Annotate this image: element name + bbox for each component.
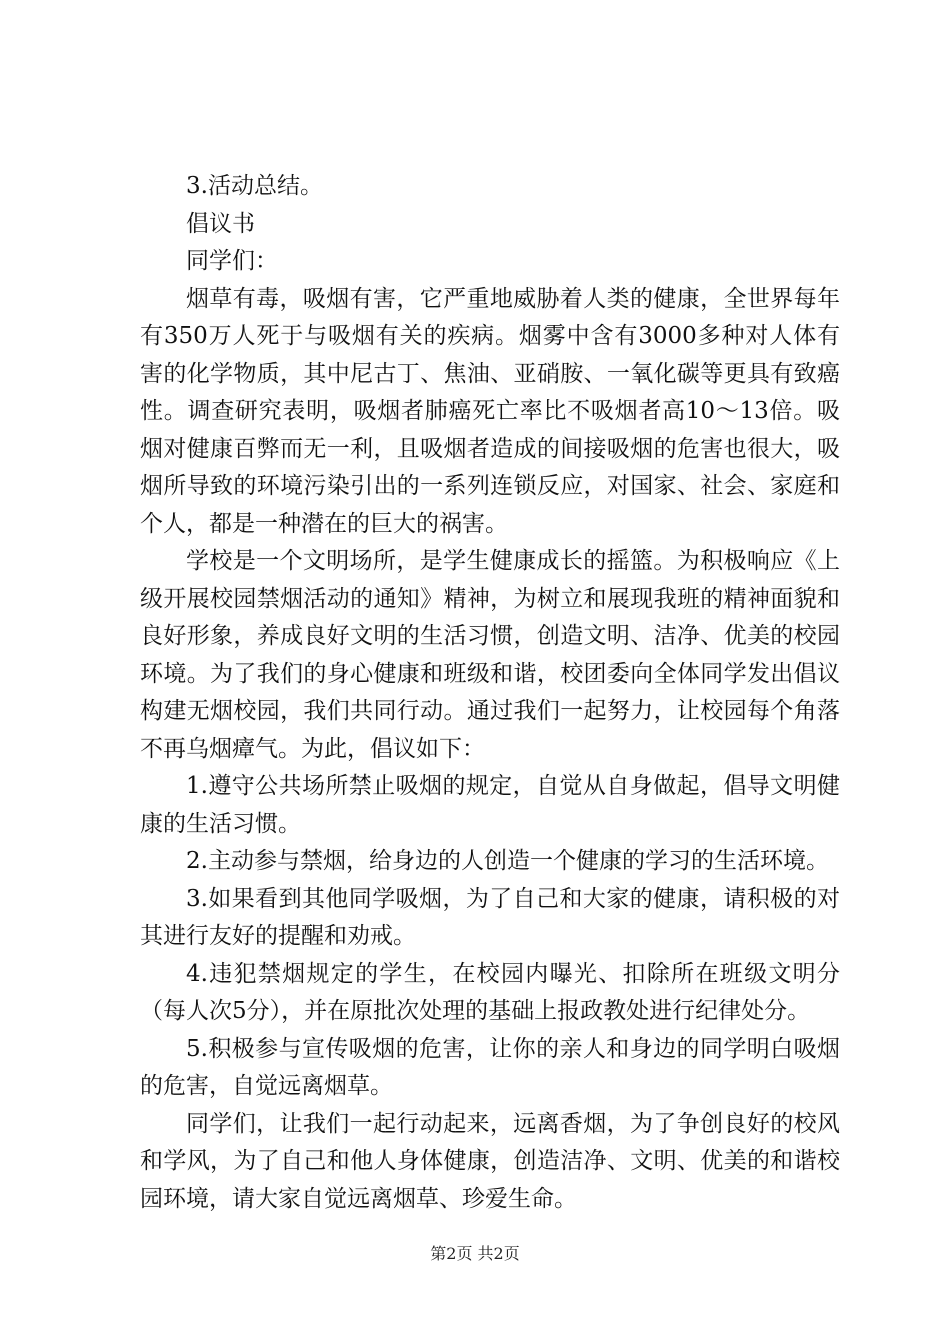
paragraph-smoking-harm: 烟草有毒，吸烟有害，它严重地威胁着人类的健康，全世界每年有350万人死于与吸烟有关的疾病。烟雾中含有3000多种对人体有害的化学物质，其中尼古丁、焦油、亚硝胺、一氧化碳等更具有致癌性。调查研究表明，吸烟者肺癌死亡率比不吸烟者高10～13倍。吸烟对健康百弊而无一利，且吸烟者造成的间接吸烟的危害也很大，吸烟所导致的环境污染引出的一系列连锁反应，对国家、社会、家庭和个人，都是一种潜在的巨大的祸害。 bbox=[140, 285, 840, 537]
paragraph-salutation: 同学们： bbox=[186, 248, 278, 274]
document-body bbox=[140, 168, 840, 1218]
page-footer bbox=[0, 1244, 950, 1264]
paragraph-item-3: 3.如果看到其他同学吸烟，为了自己和大家的健康，请积极的对其进行友好的提醒和劝戒。 bbox=[140, 885, 840, 949]
page-number-label: 第2页 共2页 bbox=[430, 1244, 520, 1263]
paragraph-item-4: 4.违犯禁烟规定的学生，在校园内曝光、扣除所在班级文明分（每人次5分），并在原批次处理的基础上报政教处进行纪律处分。 bbox=[140, 960, 840, 1024]
paragraph-proposal-title: 倡议书 bbox=[186, 210, 255, 237]
paragraph-item-1: 1.遵守公共场所禁止吸烟的规定，自觉从自身做起，倡导文明健康的生活习惯。 bbox=[140, 773, 840, 837]
paragraph-activity-summary: 3.活动总结。 bbox=[186, 173, 323, 199]
paragraph-closing: 同学们，让我们一起行动起来，远离香烟，为了争创良好的校风和学风，为了自己和他人身体健康，创造洁净、文明、优美的和谐校园环境，请大家自觉远离烟草、珍爱生命。 bbox=[140, 1110, 840, 1212]
paragraph-item-2: 2.主动参与禁烟，给身边的人创造一个健康的学习的生活环境。 bbox=[186, 848, 829, 874]
paragraph-school-initiative: 学校是一个文明场所，是学生健康成长的摇篮。为积极响应《上级开展校园禁烟活动的通知》精神，为树立和展现我班的精神面貌和良好形象，养成良好文明的生活习惯，创造文明、洁净、优美的校园环境。为了我们的身心健康和班级和谐，校团委向全体同学发出倡议构建无烟校园，我们共同行动。通过我们一起努力，让校园每个角落不再乌烟瘴气。为此，倡议如下： bbox=[140, 548, 840, 762]
paragraph-item-5: 5.积极参与宣传吸烟的危害，让你的亲人和身边的同学明白吸烟的危害，自觉远离烟草。 bbox=[140, 1035, 840, 1099]
